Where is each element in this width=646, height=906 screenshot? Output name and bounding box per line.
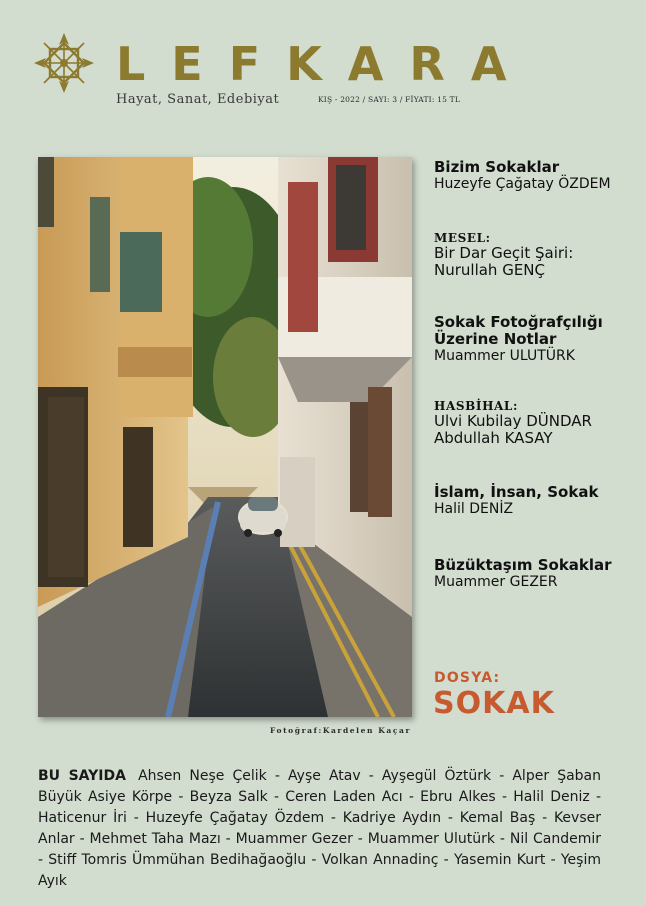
cover-photo <box>38 157 412 717</box>
toc-title: İslam, İnsan, Sokak <box>434 483 599 501</box>
toc-title: Sokak Fotoğrafçılığı Üzerine Notlar <box>434 313 603 348</box>
dosya-label: DOSYA: <box>434 670 501 686</box>
contributors-list <box>38 766 601 892</box>
issue-info: KIŞ - 2022 / SAYI: 3 / FİYATI: 15 TL <box>318 95 461 104</box>
toc-section-label: HASBİHAL: <box>434 399 518 413</box>
toc-item <box>434 484 639 518</box>
toc-item <box>434 314 639 365</box>
toc-item <box>434 557 639 591</box>
toc-author: Muammer ULUTÜRK <box>434 348 575 364</box>
toc-author: Muammer GEZER <box>434 574 558 590</box>
magazine-title: LEFKARA <box>116 37 533 91</box>
toc-body: Ulvi Kubilay DÜNDAR Abdullah KASAY <box>434 412 592 447</box>
toc-author: Halil DENİZ <box>434 501 514 517</box>
photo-credit: Fotoğraf:Kardelen Kaçar <box>270 726 412 735</box>
contributors-label: BU SAYIDA <box>38 768 126 784</box>
toc-item <box>434 159 639 193</box>
toc-item <box>434 399 639 447</box>
toc-body: Bir Dar Geçit Şairi: Nurullah GENÇ <box>434 244 574 279</box>
toc-title: Bizim Sokaklar <box>434 158 560 176</box>
contributors-names: Ahsen Neşe Çelik - Ayşe Atav - Ayşegül Öztürk - Alper Şaban Büyük Asiye Körpe - Beyza Salk - Ceren Laden Acı - Ebru Alkes - Halil Deniz - Haticenur İri - Huzeyfe Çağatay Özdem - Kadriye Aydın - Kemal Baş - Kevser Anlar - Mehmet Taha Mazı - Muammer Gezer - Muammer Ulutürk - Nil Candemir - Stiff Tomris Ümmühan Bedihağaoğlu - Volkan Annadinç - Yasemin Kurt - Yeşim Ayık <box>38 768 601 889</box>
dosya-title: SOKAK <box>433 686 555 721</box>
lefkara-star-emblem-icon <box>34 33 94 93</box>
toc-section-label: MESEL: <box>434 231 491 245</box>
toc-item <box>434 231 639 279</box>
tagline: Hayat, Sanat, Edebiyat <box>116 92 280 107</box>
toc-author: Huzeyfe Çağatay ÖZDEM <box>434 176 611 192</box>
toc-title: Büzüktaşım Sokaklar <box>434 556 612 574</box>
